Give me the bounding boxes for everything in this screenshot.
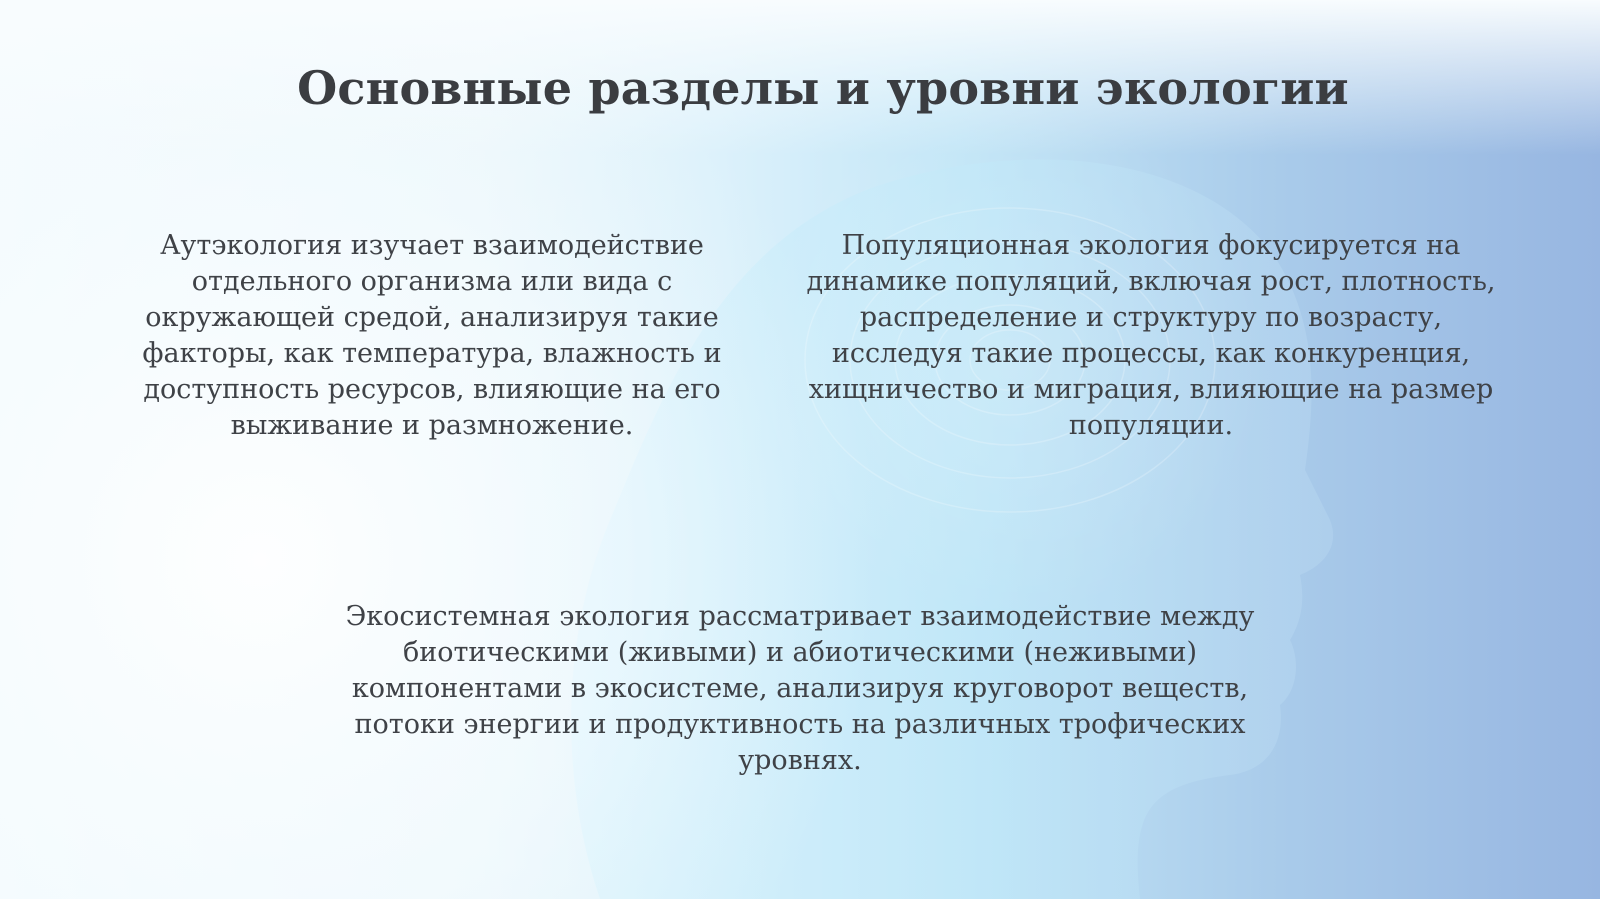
ecosystem-ecology-text: Экосистемная экология рассматривает взаимодействие между биотическими (живыми) и абиотическими (неживыми) компонентами в экосистеме, анализируя круговорот веществ, потоки энергии и продуктивность на различных трофических уровнях. <box>345 601 1255 776</box>
population-ecology-text: Популяционная экология фокусируется на динамике популяций, включая рост, плотность, распределение и структуру по возрасту, исследуя такие процессы, как конкуренция, хищничество и миграция, влияющие на размер популяции. <box>806 230 1496 441</box>
slide-title: Основные разделы и уровни экологии <box>297 61 1349 115</box>
autecology-text: Аутэкология изучает взаимодействие отдельного организма или вида с окружающей средой, анализируя такие факторы, как температура, влажность и доступность ресурсов, влияющие на его выживание и размножение. <box>142 230 722 441</box>
